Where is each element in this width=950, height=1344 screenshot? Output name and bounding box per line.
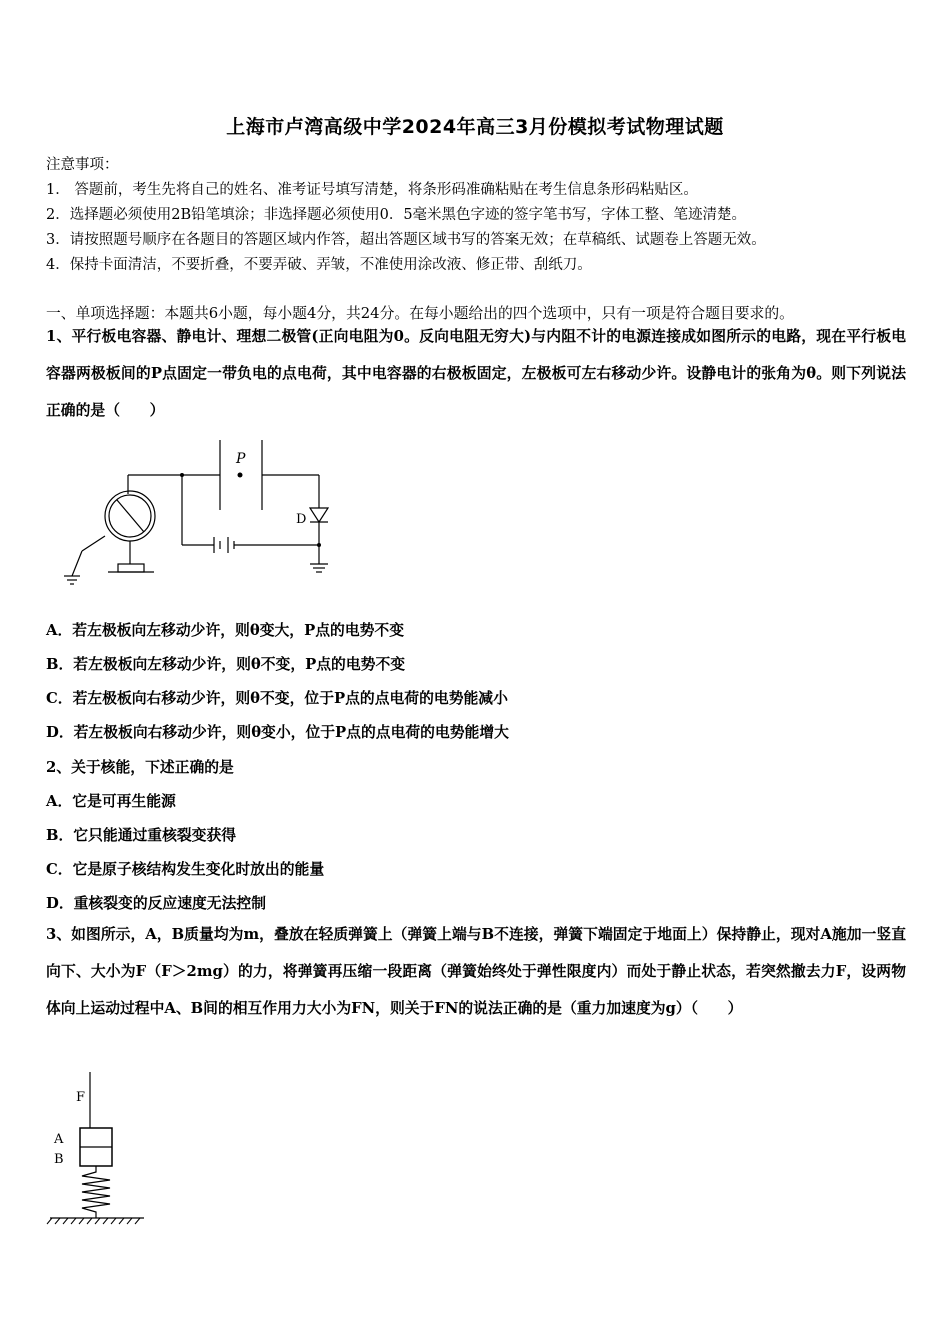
option-a[interactable]: A．它是可再生能源 — [46, 793, 176, 810]
force-label: F — [76, 1090, 86, 1105]
diode-symbol — [310, 508, 328, 522]
point-p-dot — [238, 473, 243, 478]
option-b[interactable]: B．若左极板向左移动少许，则θ不变，P点的电势不变 — [46, 656, 406, 673]
notice-item: 2．选择题必须使用2B铅笔填涂；非选择题必须使用0．5毫米黑色字迹的签字笔书写，字体工整、笔迹清楚。 — [46, 207, 747, 223]
point-p-label: P — [236, 451, 246, 467]
option-b[interactable]: B．它只能通过重核裂变获得 — [46, 827, 237, 844]
spring-figure — [46, 1070, 156, 1230]
section-heading: 一、单项选择题：本题共6小题，每小题4分，共24分。在每小题给出的四个选项中，只有一项是符合题目要求的。 — [46, 305, 794, 322]
notice-item: 4．保持卡面清洁，不要折叠，不要弄破、弄皱，不准使用涂改液、修正带、刮纸刀。 — [46, 257, 592, 273]
question-1-stem: 1、平行板电容器、静电计、理想二极管(正向电阻为0。反向电阻无穷大)与内阻不计的电源连接成如图所示的电路，现在平行板电容器两极板间的P点固定一带负电的点电荷，其中电容器的右极板固定，左极板可左右移动少许。设静电计的张角为θ。则下列说法正确的是（ ） — [46, 328, 906, 419]
notice-item: 3．请按照题号顺序在各题目的答题区域内作答，超出答题区域书写的答案无效；在草稿纸、试题卷上答题无效。 — [46, 232, 766, 248]
option-d[interactable]: D．若左极板向右移动少许，则θ变小，位于P点的点电荷的电势能增大 — [46, 724, 509, 741]
question-3-stem: 3、如图所示，A，B质量均为m，叠放在轻质弹簧上（弹簧上端与B不连接，弹簧下端固定于地面上）保持静止，现对A施加一竖直向下、大小为F（F＞2mg）的力，将弹簧再压缩一段距离（弹簧始终处于弹性限度内）而处于静止状态，若突然撤去力F，设两物体向上运动过程中A、B间的相互作用力大小为FN，则关于FN的说法正确的是（重力加速度为g）（ ） — [46, 926, 906, 1017]
block-b-label: B — [54, 1152, 64, 1167]
notice-heading: 注意事项： — [46, 157, 119, 173]
option-c[interactable]: C．若左极板向右移动少许，则θ不变，位于P点的点电荷的电势能减小 — [46, 690, 508, 707]
diode-label: D — [296, 512, 307, 527]
page-title: 上海市卢湾高级中学2024年高三3月份模拟考试物理试题 — [226, 116, 724, 138]
question-2-stem: 2、关于核能，下述正确的是 — [46, 759, 234, 776]
circuit-figure — [60, 436, 350, 586]
block-a-label: A — [54, 1132, 64, 1147]
spring — [82, 1166, 110, 1218]
option-c[interactable]: C．它是原子核结构发生变化时放出的能量 — [46, 861, 325, 878]
option-d[interactable]: D．重核裂变的反应速度无法控制 — [46, 895, 266, 912]
option-a[interactable]: A．若左极板向左移动少许，则θ变大，P点的电势不变 — [46, 622, 405, 639]
notice-item: 1． 答题前，考生先将自己的姓名、准考证号填写清楚，将条形码准确粘贴在考生信息条形码粘贴区。 — [46, 182, 698, 198]
